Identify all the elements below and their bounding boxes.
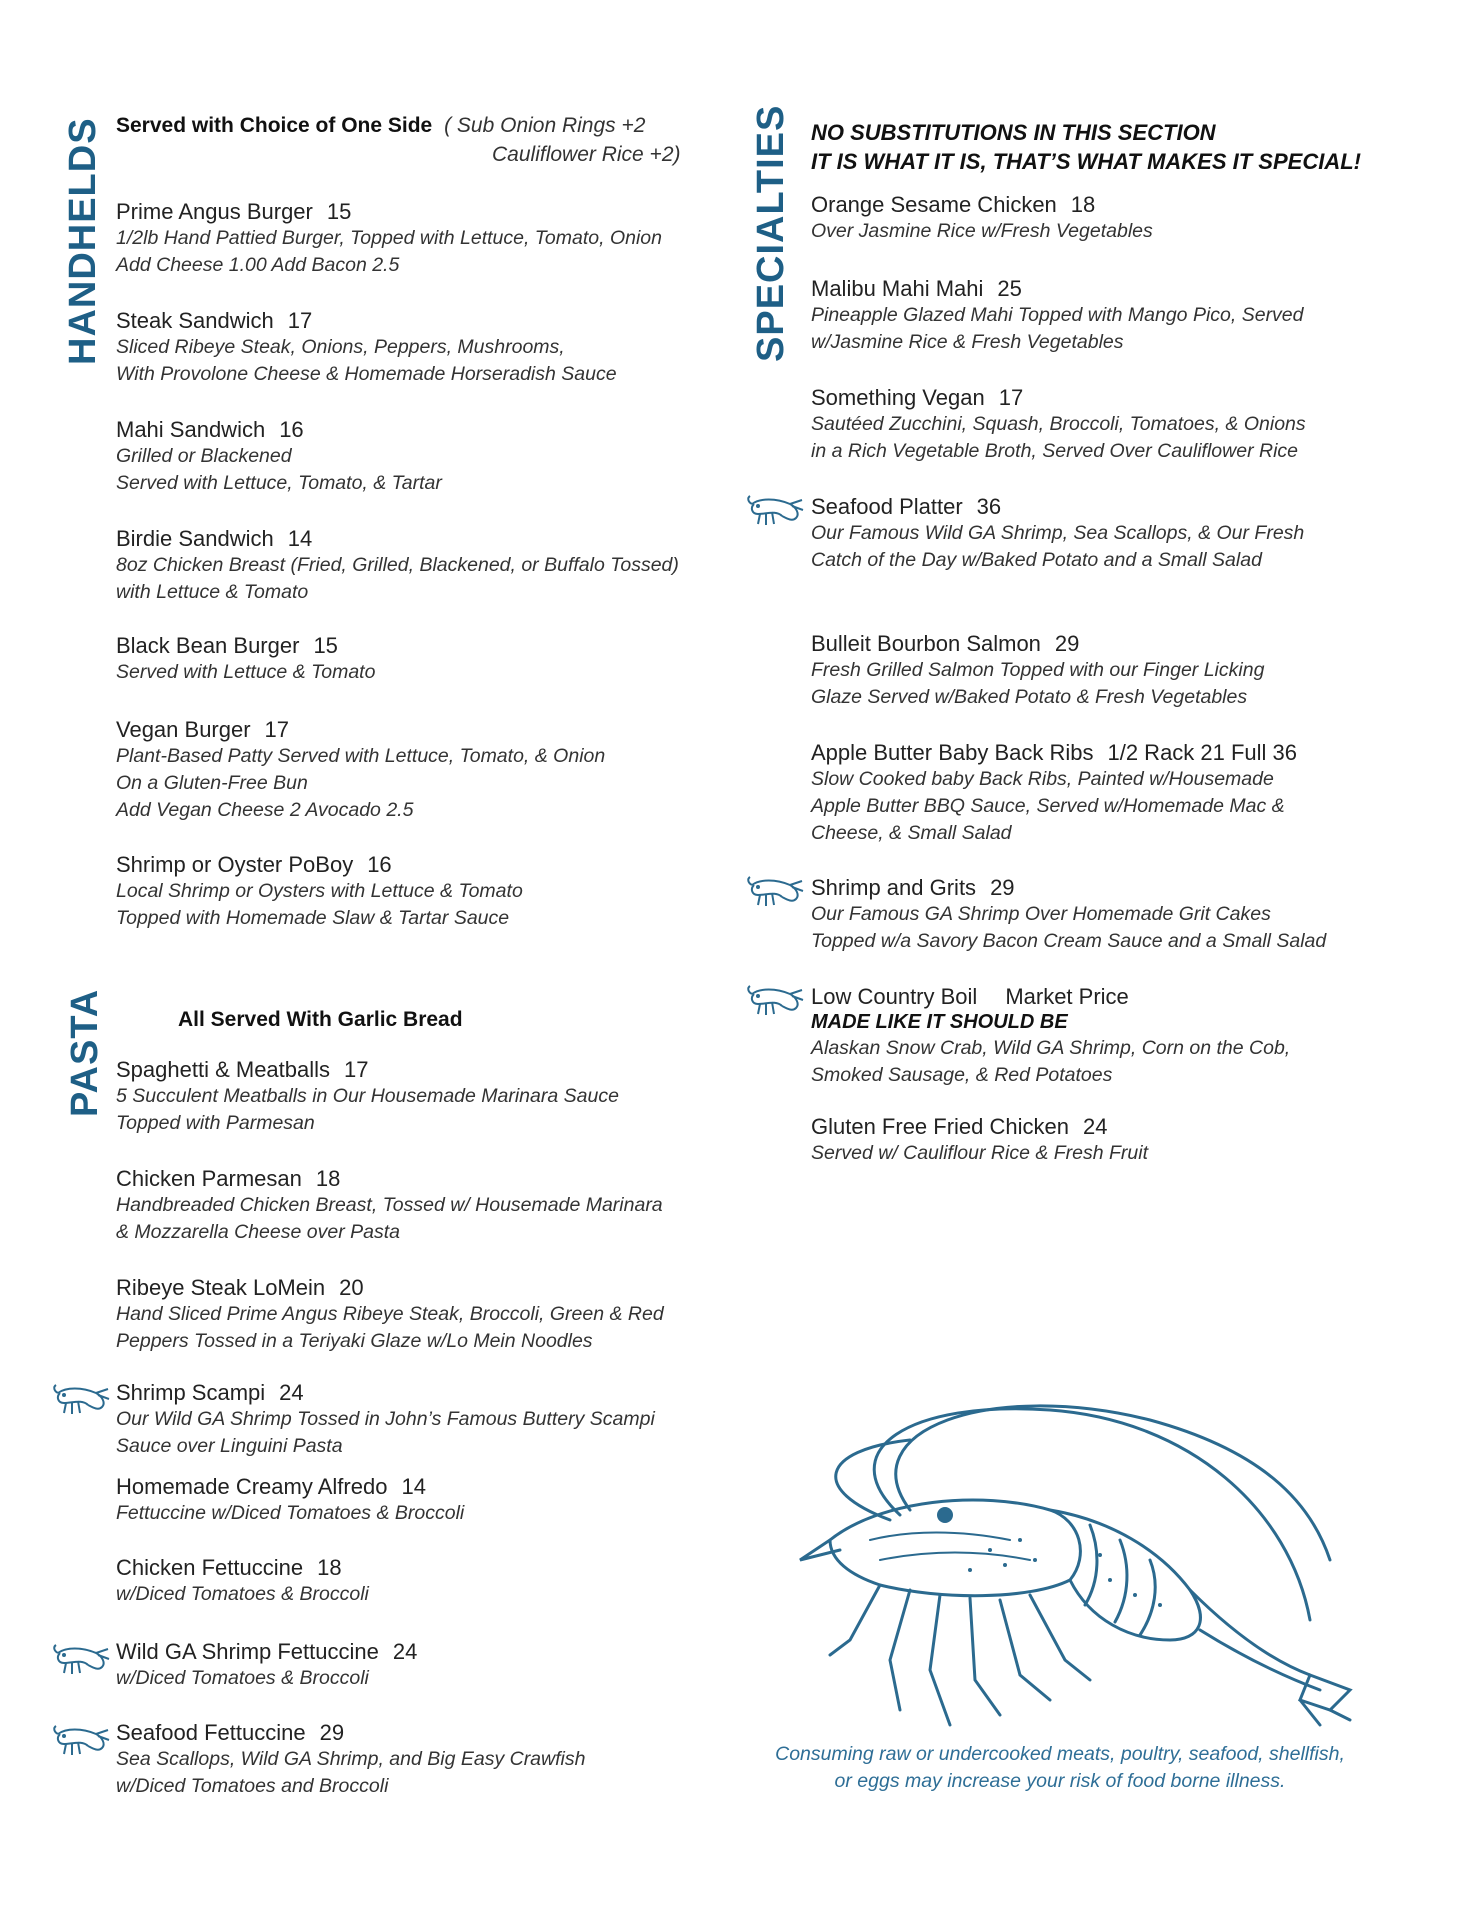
item-name: Prime Angus Burger <box>116 199 313 224</box>
item-price: 18 <box>315 1166 341 1191</box>
shrimp-icon <box>746 982 804 1020</box>
shrimp-icon <box>746 873 804 911</box>
item-name: Homemade Creamy Alfredo <box>116 1474 388 1499</box>
menu-item <box>116 199 662 279</box>
item-description: w/Diced Tomatoes & Broccoli <box>116 1667 369 1689</box>
item-price: 24 <box>1083 1114 1108 1139</box>
menu-item <box>116 1057 619 1137</box>
item-description: Our Famous Wild GA Shrimp, Sea Scallops, & Our Fresh Catch of the Day w/Baked Potato and a Small Salad <box>811 522 1305 571</box>
item-description: Served with Lettuce & Tomato <box>116 661 376 683</box>
item-price: 15 <box>313 633 338 658</box>
item-price: 17 <box>264 717 290 742</box>
item-description: 1/2lb Hand Pattied Burger, Topped with Lettuce, Tomato, Onion Add Cheese 1.00 Add Bacon 2.5 <box>116 227 662 276</box>
item-price: 17 <box>344 1057 369 1082</box>
item-name: Bulleit Bourbon Salmon <box>811 631 1041 656</box>
item-price: 17 <box>287 308 313 333</box>
menu-item <box>811 494 1304 574</box>
shrimp-icon <box>746 492 804 530</box>
item-name: Black Bean Burger <box>116 633 300 658</box>
item-description: Plant-Based Patty Served with Lettuce, Tomato, & Onion On a Gluten-Free Bun Add Vegan Cheese 2 Avocado 2.5 <box>116 745 606 821</box>
item-name: Shrimp Scampi <box>116 1380 266 1405</box>
item-price: 29 <box>990 875 1015 900</box>
pasta-intro: All Served With Garlic Bread <box>178 1008 463 1031</box>
item-description: w/Diced Tomatoes & Broccoli <box>116 1583 369 1605</box>
item-description: 8oz Chicken Breast (Fried, Grilled, Blackened, or Buffalo Tossed) with Lettuce & Tomato <box>116 554 679 603</box>
item-price: 16 <box>367 852 392 877</box>
menu-item <box>116 1555 369 1608</box>
item-name: Ribeye Steak LoMein <box>116 1275 326 1300</box>
item-description: 5 Succulent Meatballs in Our Housemade Marinara Sauce Topped with Parmesan <box>116 1085 619 1134</box>
item-description: Local Shrimp or Oysters with Lettuce & Tomato Topped with Homemade Slaw & Tartar Sauce <box>116 880 523 929</box>
menu-item <box>116 1720 585 1800</box>
item-description: Hand Sliced Prime Angus Ribeye Steak, Broccoli, Green & Red Peppers Tossed in a Teriyaki Glaze w/Lo Mein Noodles <box>116 1303 664 1352</box>
item-name: Shrimp and Grits <box>811 875 977 900</box>
item-price: 24 <box>279 1380 304 1405</box>
item-description: Handbreaded Chicken Breast, Tossed w/ Housemade Marinara & Mozzarella Cheese over Pasta <box>116 1194 663 1243</box>
specialties-note-line-2: IT IS WHAT IT IS, THAT’S WHAT MAKES IT SPECIAL! <box>811 149 1361 174</box>
item-description: Our Famous GA Shrimp Over Homemade Grit Cakes Topped w/a Savory Bacon Cream Sauce and a Small Salad <box>811 903 1327 952</box>
item-price: 14 <box>401 1474 426 1499</box>
item-name: Orange Sesame Chicken <box>811 192 1057 217</box>
handhelds-intro-bold: Served with Choice of One Side <box>116 114 433 137</box>
item-price: 16 <box>279 417 304 442</box>
item-description: Pineapple Glazed Mahi Topped with Mango Pico, Served w/Jasmine Rice & Fresh Vegetables <box>811 304 1304 353</box>
menu-item <box>116 1474 464 1527</box>
menu-item <box>116 717 605 824</box>
menu-item <box>811 875 1326 955</box>
item-description: Sliced Ribeye Steak, Onions, Peppers, Mushrooms, With Provolone Cheese & Homemade Horseradish Sauce <box>116 336 617 385</box>
item-description: Slow Cooked baby Back Ribs, Painted w/Housemade Apple Butter BBQ Sauce, Served w/Homemade Mac & Cheese, & Small Salad <box>811 768 1285 844</box>
item-description: Fresh Grilled Salmon Topped with our Finger Licking Glaze Served w/Baked Potato & Fresh Vegetables <box>811 659 1265 708</box>
menu-item <box>116 633 375 686</box>
menu-item <box>116 417 442 497</box>
item-price: 1/2 Rack 21 Full 36 <box>1107 740 1298 765</box>
item-name: Apple Butter Baby Back Ribs <box>811 740 1094 765</box>
item-price: 17 <box>998 385 1024 410</box>
pasta-title: PASTA <box>64 988 106 1117</box>
menu-item <box>116 526 679 606</box>
menu-item <box>811 984 1290 1089</box>
item-description: Alaskan Snow Crab, Wild GA Shrimp, Corn on the Cob, Smoked Sausage, & Red Potatoes <box>811 1037 1291 1086</box>
item-name: Chicken Fettuccine <box>116 1555 304 1580</box>
handhelds-intro-note-1: ( Sub Onion Rings +2 <box>444 114 646 137</box>
specialties-note <box>811 118 1361 176</box>
item-price: 20 <box>339 1275 364 1300</box>
item-description: Served w/ Cauliflour Rice & Fresh Fruit <box>811 1142 1149 1164</box>
item-name: Shrimp or Oyster PoBoy <box>116 852 354 877</box>
item-description: Sautéed Zucchini, Squash, Broccoli, Tomatoes, & Onions in a Rich Vegetable Broth, Served Over Cauliflower Rice <box>811 413 1306 462</box>
shrimp-icon <box>52 1641 110 1679</box>
item-name: Spaghetti & Meatballs <box>116 1057 331 1082</box>
item-name: Low Country Boil <box>811 984 978 1009</box>
item-description: Sea Scallops, Wild GA Shrimp, and Big Easy Crawfish w/Diced Tomatoes and Broccoli <box>116 1748 586 1797</box>
item-name: Gluten Free Fried Chicken <box>811 1114 1069 1139</box>
item-price: 29 <box>319 1720 345 1745</box>
shrimp-icon <box>52 1722 110 1760</box>
menu-item <box>811 385 1306 465</box>
item-price: 36 <box>976 494 1002 519</box>
menu-item <box>811 631 1264 711</box>
item-name: Chicken Parmesan <box>116 1166 302 1191</box>
item-description: Grilled or Blackened Served with Lettuce, Tomato, & Tartar <box>116 445 442 494</box>
menu-item <box>811 192 1153 245</box>
item-description: Over Jasmine Rice w/Fresh Vegetables <box>811 220 1153 242</box>
handhelds-intro-note-line-2 <box>492 143 681 167</box>
item-price: 25 <box>997 276 1022 301</box>
item-name: Birdie Sandwich <box>116 526 274 551</box>
item-price: 18 <box>317 1555 342 1580</box>
item-price: 29 <box>1054 631 1080 656</box>
shrimp-icon <box>52 1381 110 1419</box>
item-price: 15 <box>326 199 352 224</box>
handhelds-title: HANDHELDS <box>62 117 104 365</box>
item-name: Mahi Sandwich <box>116 417 266 442</box>
menu-item <box>811 740 1297 847</box>
item-name: Malibu Mahi Mahi <box>811 276 984 301</box>
item-description: Our Wild GA Shrimp Tossed in John’s Famous Buttery Scampi Sauce over Linguini Pasta <box>116 1408 655 1457</box>
shrimp-illustration <box>790 1390 1370 1730</box>
menu-item <box>116 1166 663 1246</box>
handhelds-intro-note-2: Cauliflower Rice +2) <box>492 143 681 166</box>
item-name: Steak Sandwich <box>116 308 274 333</box>
menu-item <box>116 1380 655 1460</box>
specialties-note-line-1: NO SUBSTITUTIONS IN THIS SECTION <box>811 120 1216 145</box>
item-price: 24 <box>392 1639 418 1664</box>
item-name: Something Vegan <box>811 385 985 410</box>
disclaimer: Consuming raw or undercooked meats, poultry, seafood, shellfish, or eggs may increase your risk of food borne illness. <box>775 1743 1345 1792</box>
item-name: Vegan Burger <box>116 717 251 742</box>
menu-item <box>811 276 1304 356</box>
menu-item <box>811 1114 1148 1167</box>
menu-item <box>116 308 617 388</box>
handhelds-intro <box>116 114 645 138</box>
item-name: Wild GA Shrimp Fettuccine <box>116 1639 379 1664</box>
specialties-title: SPECIALTIES <box>750 104 792 362</box>
item-price: 18 <box>1070 192 1096 217</box>
menu-item <box>116 1275 664 1355</box>
item-description: Fettuccine w/Diced Tomatoes & Broccoli <box>116 1502 465 1524</box>
item-price: 14 <box>287 526 313 551</box>
item-name: Seafood Platter <box>811 494 963 519</box>
item-tagline: MADE LIKE IT SHOULD BE <box>811 1011 1068 1033</box>
item-price: Market Price <box>1005 984 1129 1009</box>
menu-item <box>116 852 523 932</box>
menu-item <box>116 1639 417 1692</box>
item-name: Seafood Fettuccine <box>116 1720 306 1745</box>
